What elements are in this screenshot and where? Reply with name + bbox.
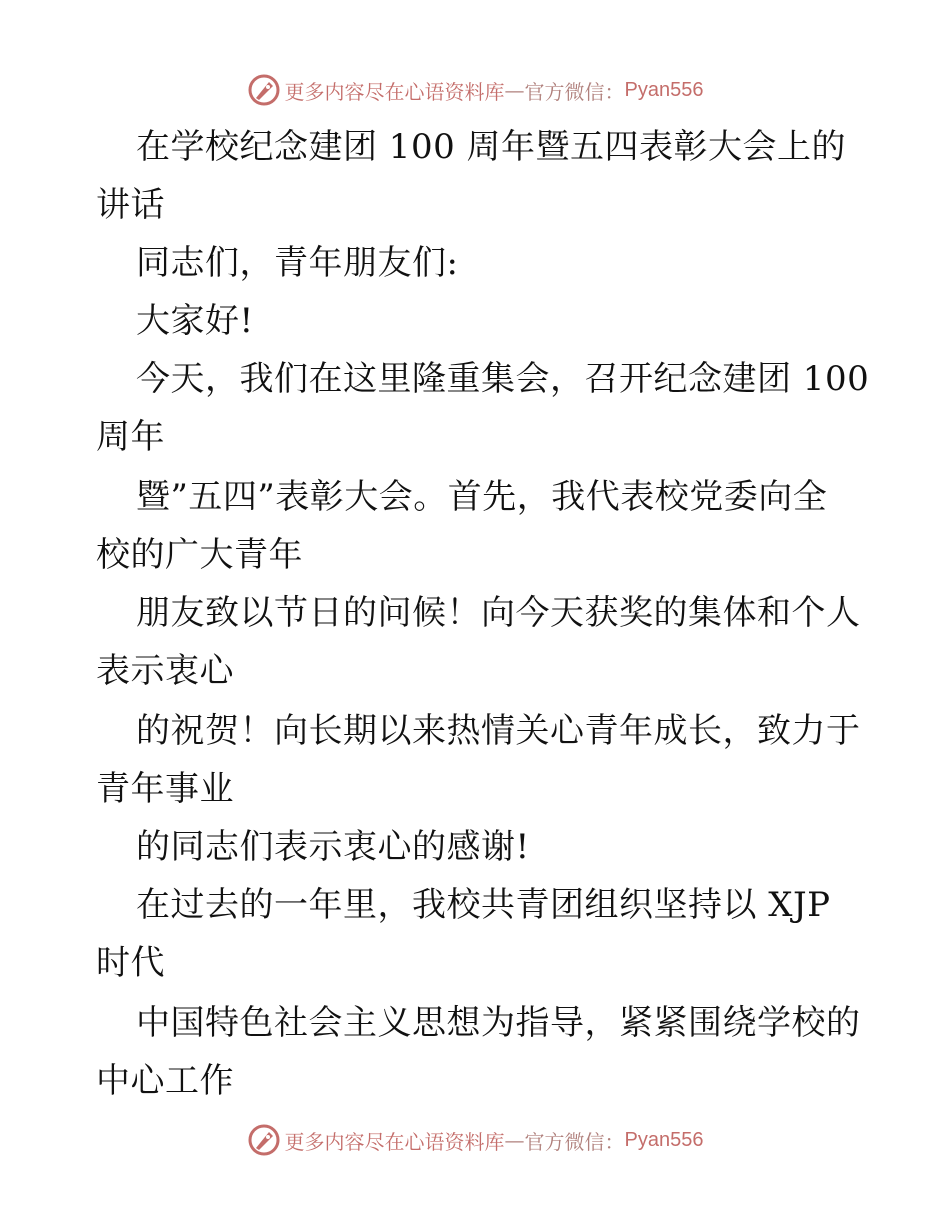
paragraph-line: 校的广大青年 [96, 535, 303, 575]
title-line-2: 讲话 [96, 185, 165, 225]
banner-content [247, 1123, 704, 1157]
paragraph-line: 在过去的一年里，我校共青团组织坚持以 XJP [136, 885, 831, 925]
greeting-line: 大家好! [136, 301, 254, 341]
banner-main-text: 更多内容尽在心语资料库 [284, 79, 505, 104]
banner-label: 官方微信： [524, 79, 625, 104]
banner-content [247, 73, 704, 107]
paragraph-line: 的同志们表示衷心的感谢! [136, 827, 530, 867]
paragraph-line: 周年 [96, 417, 165, 457]
banner-wechat-id: Pyan556 [624, 78, 704, 101]
paragraph-line: 青年事业 [96, 769, 234, 809]
paragraph-line: 时代 [96, 943, 165, 983]
paragraph-line: 表示衷心 [96, 651, 234, 691]
paragraph-line: 的祝贺！向长期以来热情关心青年成长，致力于 [136, 711, 861, 751]
banner-separator: — [504, 78, 525, 102]
paragraph-line: 暨”五四”表彰大会。首先，我代表校党委向全 [136, 477, 828, 517]
paragraph-line: 朋友致以节日的问候！向今天获奖的集体和个人 [136, 593, 861, 633]
paragraph-line: 中心工作 [96, 1061, 234, 1101]
paragraph-line: 中国特色社会主义思想为指导，紧紧围绕学校的 [136, 1003, 861, 1043]
pen-nib-logo-icon [247, 1123, 281, 1157]
salutation-line: 同志们，青年朋友们: [136, 243, 459, 283]
title-line-1: 在学校纪念建团 100 周年暨五四表彰大会上的 [136, 127, 847, 167]
pen-nib-logo-icon [247, 73, 281, 107]
banner-wechat-id: Pyan556 [624, 1128, 704, 1151]
header-banner [0, 70, 950, 110]
footer-banner [0, 1120, 950, 1160]
banner-label: 官方微信： [524, 1129, 625, 1154]
banner-main-text: 更多内容尽在心语资料库 [284, 1129, 505, 1154]
banner-separator: — [504, 1128, 525, 1152]
paragraph-line: 今天，我们在这里隆重集会，召开纪念建团 100 [136, 359, 870, 399]
